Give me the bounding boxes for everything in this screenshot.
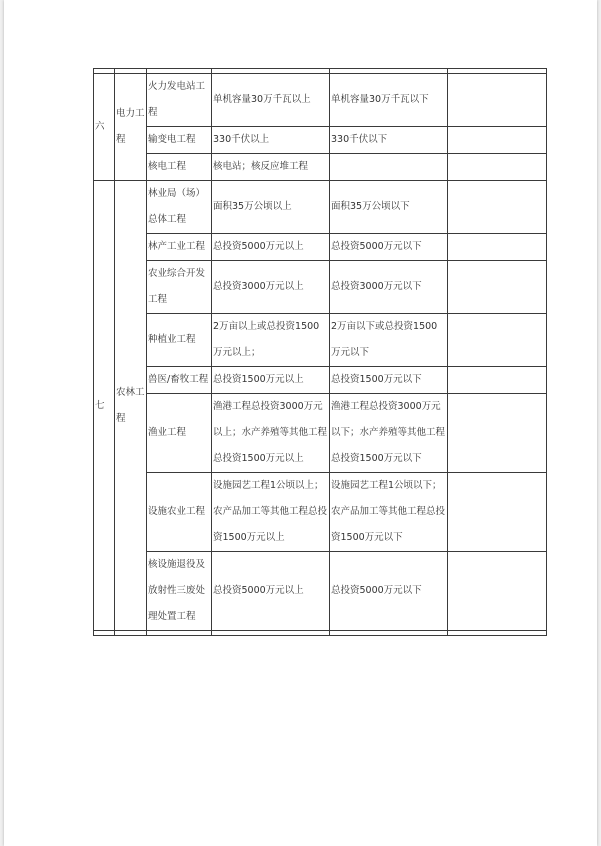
table-row — [94, 552, 547, 631]
project-name-cell: 火力发电站工程 — [147, 74, 212, 127]
note-cell — [448, 261, 547, 314]
note-cell — [448, 552, 547, 631]
project-name-cell: 林产工业工程 — [147, 234, 212, 261]
project-name-cell: 核设施退役及放射性三废处理处置工程 — [147, 552, 212, 631]
note-cell — [448, 314, 547, 367]
small-scale-cell: 设施园艺工程1公顷以下；农产品加工等其他工程总投资1500万元以下 — [330, 473, 448, 552]
project-scale-table — [93, 68, 547, 636]
table-row — [94, 181, 547, 234]
note-cell — [448, 394, 547, 473]
table-bottom-stub — [94, 631, 547, 636]
project-name-cell: 渔业工程 — [147, 394, 212, 473]
project-name-cell: 核电工程 — [147, 154, 212, 181]
large-scale-cell: 核电站；核反应堆工程 — [212, 154, 330, 181]
project-name-cell: 林业局（场）总体工程 — [147, 181, 212, 234]
note-cell — [448, 154, 547, 181]
note-cell — [448, 127, 547, 154]
small-scale-cell — [330, 154, 448, 181]
document-page — [4, 0, 597, 846]
table-row — [94, 314, 547, 367]
large-scale-cell: 2万亩以上或总投资1500万元以上； — [212, 314, 330, 367]
large-scale-cell: 总投资5000万元以上 — [212, 234, 330, 261]
table-row — [94, 74, 547, 127]
category-cell: 电力工程 — [115, 74, 147, 181]
table-row — [94, 234, 547, 261]
project-name-cell: 输变电工程 — [147, 127, 212, 154]
large-scale-cell: 渔港工程总投资3000万元以上；水产养殖等其他工程总投资1500万元以上 — [212, 394, 330, 473]
large-scale-cell: 单机容量30万千瓦以上 — [212, 74, 330, 127]
large-scale-cell: 总投资3000万元以上 — [212, 261, 330, 314]
project-name-cell: 农业综合开发工程 — [147, 261, 212, 314]
note-cell — [448, 367, 547, 394]
large-scale-cell: 总投资1500万元以上 — [212, 367, 330, 394]
table-row — [94, 473, 547, 552]
table-row — [94, 127, 547, 154]
large-scale-cell: 总投资5000万元以上 — [212, 552, 330, 631]
large-scale-cell: 设施园艺工程1公顷以上；农产品加工等其他工程总投资1500万元以上 — [212, 473, 330, 552]
section-index: 七 — [94, 181, 115, 631]
project-name-cell: 兽医/畜牧工程 — [147, 367, 212, 394]
table-row — [94, 394, 547, 473]
small-scale-cell: 总投资5000万元以下 — [330, 234, 448, 261]
small-scale-cell: 总投资5000万元以下 — [330, 552, 448, 631]
small-scale-cell: 总投资3000万元以下 — [330, 261, 448, 314]
small-scale-cell: 单机容量30万千瓦以下 — [330, 74, 448, 127]
large-scale-cell: 330千伏以上 — [212, 127, 330, 154]
small-scale-cell: 总投资1500万元以下 — [330, 367, 448, 394]
small-scale-cell: 330千伏以下 — [330, 127, 448, 154]
note-cell — [448, 234, 547, 261]
note-cell — [448, 74, 547, 127]
table-row — [94, 261, 547, 314]
small-scale-cell: 渔港工程总投资3000万元以下；水产养殖等其他工程总投资1500万元以下 — [330, 394, 448, 473]
table-row — [94, 367, 547, 394]
project-name-cell: 种植业工程 — [147, 314, 212, 367]
large-scale-cell: 面积35万公顷以上 — [212, 181, 330, 234]
note-cell — [448, 473, 547, 552]
project-name-cell: 设施农业工程 — [147, 473, 212, 552]
small-scale-cell: 2万亩以下或总投资1500万元以下 — [330, 314, 448, 367]
small-scale-cell: 面积35万公顷以下 — [330, 181, 448, 234]
section-index: 六 — [94, 74, 115, 181]
note-cell — [448, 181, 547, 234]
table-row — [94, 154, 547, 181]
category-cell: 农林工程 — [115, 181, 147, 631]
